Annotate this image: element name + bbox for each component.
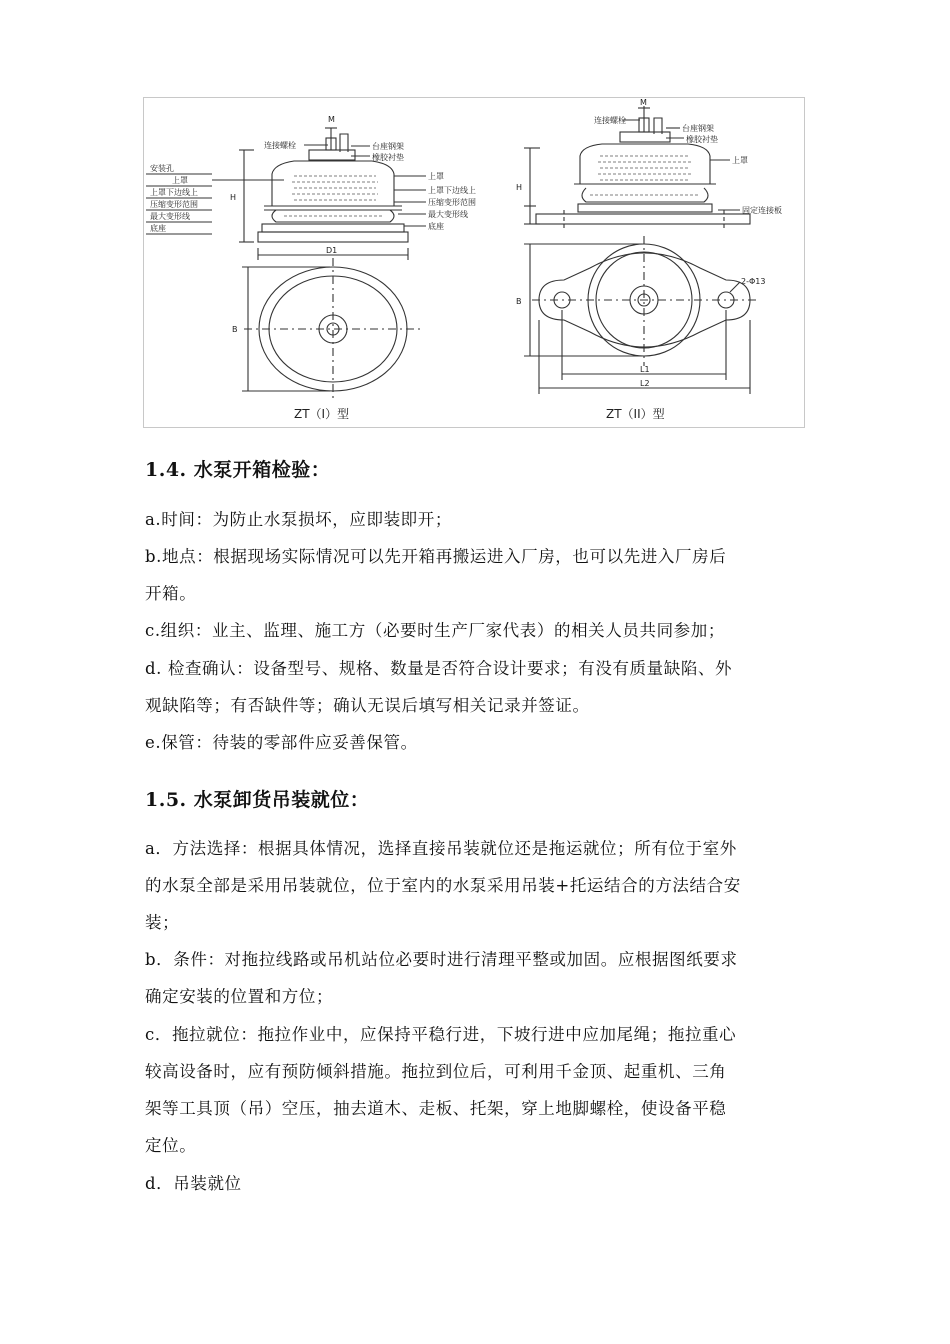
- paragraph-line: 开箱。: [145, 584, 197, 603]
- paragraph-line: d．吊装就位: [145, 1174, 242, 1193]
- label-install-hole: 安装孔: [150, 164, 174, 173]
- callout-holes-right: 2-Φ13: [741, 277, 766, 286]
- paragraph-line: 装；: [145, 913, 180, 932]
- caption-zt-i: ZT（I）型: [294, 407, 350, 421]
- dim-l2: L2: [640, 379, 650, 388]
- section-heading-1-4: 1.4. 水泵开箱检验：: [145, 459, 331, 481]
- dim-d1: D1: [326, 246, 338, 255]
- paragraph-line: d. 检查确认：设备型号、规格、数量是否符合设计要求；有没有质量缺陷、外: [145, 659, 733, 678]
- callout-maxline-left: 最大变形线: [428, 210, 468, 219]
- caption-zt-ii: ZT（II）型: [606, 407, 665, 421]
- callout-upper-lower-left: 上罩下边线上: [428, 186, 476, 195]
- paragraph-line: 的水泵全部是采用吊装就位，位于室内的水泵采用吊装+托运结合的方法结合安: [145, 876, 741, 895]
- paragraph-line: b.地点：根据现场实际情况可以先开箱再搬运进入厂房，也可以先进入厂房后: [145, 547, 727, 566]
- section-heading-1-5: 1.5. 水泵卸货吊装就位：: [145, 789, 370, 811]
- label-max-deform: 最大变形线: [150, 212, 190, 221]
- dim-m-left: M: [328, 115, 335, 124]
- callout-bracket-right: 台座钢架: [682, 124, 714, 133]
- label-compress-range: 压缩变形范围: [150, 200, 198, 209]
- callout-plate-right: 固定连接板: [742, 206, 782, 215]
- dim-m-right: M: [640, 98, 647, 107]
- paragraph-line: 较高设备时，应有预防倾斜措施。拖拉到位后，可利用千金顶、起重机、三角: [145, 1062, 727, 1081]
- label-base: 底座: [150, 224, 166, 233]
- label-upper-lower-edge: 上罩下边线上: [150, 188, 198, 197]
- callout-pad-right: 橡胶衬垫: [686, 135, 718, 144]
- callout-bolt-left: 连接螺栓: [264, 141, 296, 150]
- dim-h-left: H: [230, 193, 237, 202]
- paragraph-line: 确定安装的位置和方位；: [145, 987, 334, 1006]
- dim-b-left: B: [232, 325, 238, 334]
- paragraph-line: c.组织：业主、监理、施工方（必要时生产厂家代表）的相关人员共同参加；: [145, 621, 725, 640]
- dim-l1: L1: [640, 365, 650, 374]
- dim-h-right: H: [516, 183, 523, 192]
- callout-bolt-right: 连接螺栓: [594, 116, 626, 125]
- vibration-isolator-figure: [143, 97, 805, 428]
- isolator-drawing: [144, 98, 804, 427]
- callout-range-left: 压缩变形范围: [428, 198, 476, 207]
- paragraph-line: 观缺陷等；有否缺件等；确认无误后填写相关记录并签证。: [145, 696, 590, 715]
- paragraph-line: c．拖拉就位：拖拉作业中，应保持平稳行进，下坡行进中应加尾绳；拖拉重心: [145, 1025, 737, 1044]
- paragraph-line: a.时间：为防止水泵损坏，应即装即开；: [145, 510, 452, 529]
- paragraph-line: 定位。: [145, 1136, 197, 1155]
- paragraph-line: 架等工具顶（吊）空压，抽去道木、走板、托架，穿上地脚螺栓，使设备平稳: [145, 1099, 727, 1118]
- callout-base-left: 底座: [428, 222, 444, 231]
- dim-b-right: B: [516, 297, 522, 306]
- callout-upper-left: 上罩: [428, 172, 444, 181]
- paragraph-line: b．条件：对拖拉线路或吊机站位必要时进行清理平整或加固。应根据图纸要求: [145, 950, 738, 969]
- label-upper-cover: 上罩: [172, 176, 188, 185]
- callout-upper-right: 上罩: [732, 156, 748, 165]
- callout-pad-left: 橡胶衬垫: [372, 153, 404, 162]
- paragraph-line: a．方法选择：根据具体情况，选择直接吊装就位还是拖运就位；所有位于室外: [145, 839, 737, 858]
- callout-bracket-left: 台座钢架: [372, 142, 404, 151]
- paragraph-line: e.保管：待装的零部件应妥善保管。: [145, 733, 418, 752]
